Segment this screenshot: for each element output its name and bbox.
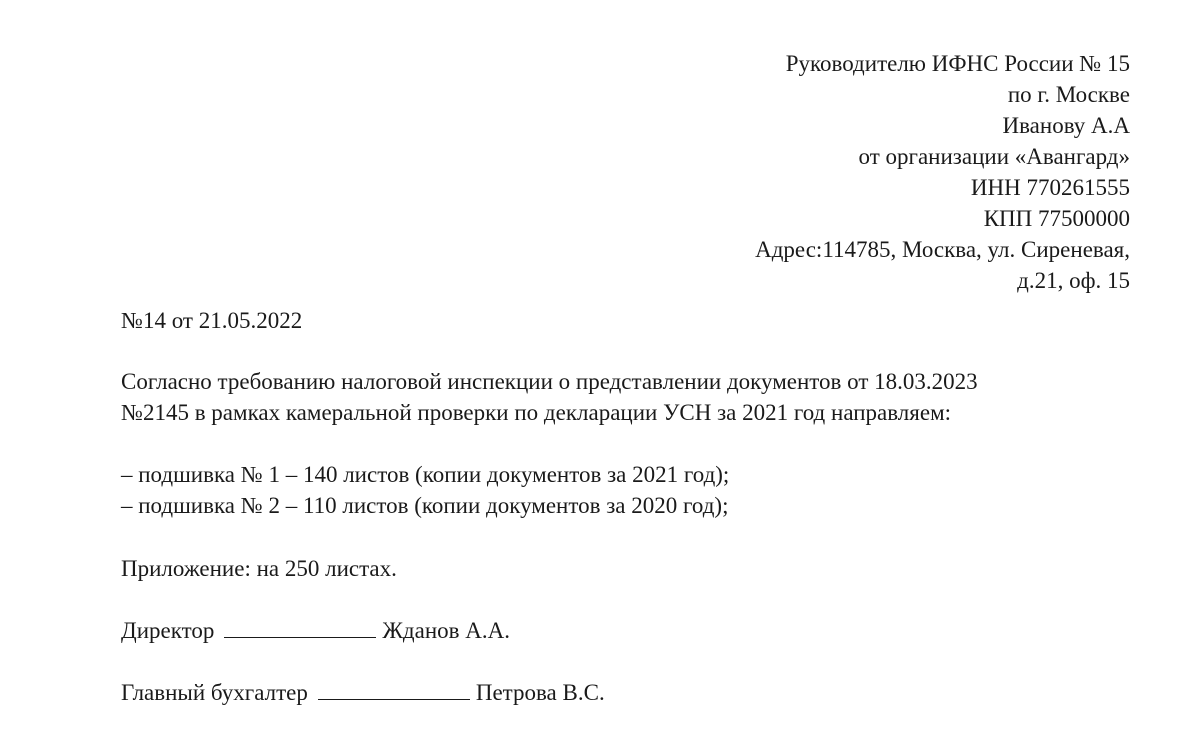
addressee-block [610, 48, 1130, 296]
document-number: №14 от 21.05.2022 [121, 308, 303, 333]
addressee-line: КПП 77500000 [983, 206, 1130, 231]
body-line: Согласно требованию налоговой инспекции о представлении документов от 18.03.2023 [121, 369, 978, 394]
accountant-name: Петрова В.С. [475, 680, 605, 705]
director-name: Жданов А.А. [382, 618, 510, 643]
list-item: – подшивка № 1 – 140 листов (копии документов за 2021 год); [121, 462, 730, 487]
director-title: Директор [121, 618, 215, 643]
list-item: – подшивка № 2 – 110 листов (копии документов за 2020 год); [121, 493, 729, 518]
addressee-line: д.21, оф. 15 [1017, 268, 1130, 293]
addressee-line: Руководителю ИФНС России № 15 [785, 51, 1130, 76]
addressee-line: Иванову А.А [1002, 113, 1130, 138]
accountant-signature-line [318, 677, 470, 700]
addressee-line: Адрес:114785, Москва, ул. Сиреневая, [755, 237, 1130, 262]
director-signature-line [224, 615, 376, 638]
accountant-signature-row [121, 677, 605, 708]
enclosure-list [121, 459, 729, 521]
body-line: №2145 в рамках камеральной проверки по декларации УСН за 2021 год направляем: [121, 400, 952, 425]
appendix-note: Приложение: на 250 листах. [121, 556, 397, 581]
addressee-line: ИНН 770261555 [970, 175, 1130, 200]
addressee-line: по г. Москве [1007, 82, 1130, 107]
director-signature-row [121, 615, 510, 646]
accountant-title: Главный бухгалтер [121, 680, 308, 705]
addressee-line: от организации «Авангард» [858, 144, 1130, 169]
body-paragraph [121, 366, 1151, 428]
